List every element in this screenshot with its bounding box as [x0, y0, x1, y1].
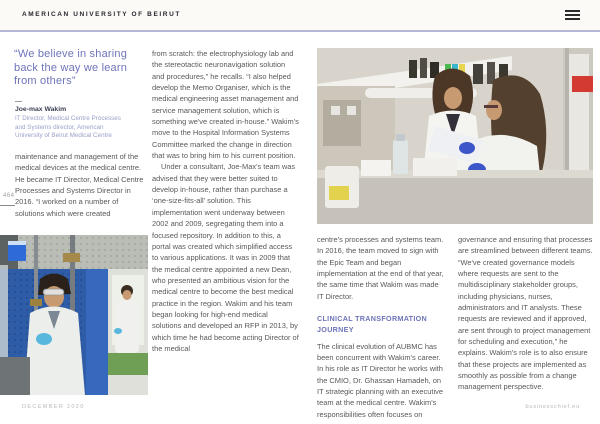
- lab-photo-right-illustration: [317, 48, 593, 224]
- brass-clamp: [63, 253, 80, 262]
- red-box: [572, 76, 593, 92]
- blue-panel: [86, 269, 108, 395]
- brand-title: AMERICAN UNIVERSITY OF BEIRUT: [22, 11, 181, 18]
- hamburger-icon[interactable]: [565, 10, 580, 21]
- page-number: 464: [3, 193, 15, 199]
- hamburger-bar: [565, 10, 580, 12]
- grass-through-window: [108, 353, 148, 375]
- footer-date: DECEMBER 2020: [22, 404, 85, 410]
- role-line: and Systems director, American: [15, 123, 104, 131]
- quote-author: Joe-max Wakim: [15, 106, 67, 113]
- page-number-rule: [0, 205, 15, 206]
- article-column-2: [152, 48, 299, 354]
- role-line: University of Beirut Medical Centre: [15, 132, 112, 140]
- paragraph: The clinical evolution of AUBMC has been concurrent with Wakim's career. In his role as IT Director he works with the CMIO, Dr. Ghassan Hamadeh, on IT strategic planning with an executive team at the medical centre. Wakim's responsibilities often focuses on: [317, 341, 443, 419]
- lab-photo-left: [0, 235, 148, 395]
- article-column-4: governance and ensuring that processes are streamlined between different teams. “We've created governance models where requests are sent to the multidisciplinary stakeholder groups, including physicians, nurses, administrators and IT analysts. These requests are reviewed and if approved, are sent through to project management for scheduling and execution,” he explains. Wakim's role is to also ensure that these projects are implemented as smoothly as possible from a change management perspective.: [458, 235, 593, 392]
- pull-quote: “We believe in sharing back the way we learn from others”: [14, 48, 128, 87]
- footer-site: businesschief.eu: [525, 404, 580, 410]
- role-line: IT Director, Medical Centre Processes: [15, 115, 121, 122]
- lab-photo-right: [317, 48, 593, 224]
- light-blue-glove: [36, 333, 52, 345]
- paragraph: from scratch: the electrophysiology lab and the stereotactic neuronavigation solution and procedures,” he recalls. “I also helped develop the Memo Organiser, which is the medical engineering asset management and service management solution, which is something we've created in-house.” Wakim's move to the Hospital Information Systems Committee marked the change in direction that was to bring him to his current position.: [152, 49, 299, 161]
- header-divider: [0, 30, 600, 32]
- paragraph: centre's processes and systems team. In 2016, the team moved to sign with the Epic Team and began implementation at the end of that year, the same time that Wakim was made IT Director.: [317, 235, 444, 301]
- dark-equipment: [0, 357, 30, 395]
- article-column-1: maintenance and management of the medical devices at the medical centre. He became IT Director, Medical Centre Processes and Systems Director in 2016. “I worked on a number of solutions which were created: [15, 152, 144, 218]
- section-heading: CLINICAL TRANSFORMATION JOURNEY: [317, 314, 428, 335]
- brass-clamp: [30, 299, 42, 306]
- hamburger-bar: [565, 18, 580, 20]
- hamburger-bar: [565, 14, 580, 16]
- article-column-3: [317, 234, 445, 420]
- header-bar: [0, 0, 600, 30]
- blue-glove: [459, 142, 475, 154]
- paragraph: Under a consultant, Joe-Max's team was advised that they were better suited to develop in-house, rather than purchase a ‘one-size-fits-all' solution. This implementation went underway between 2002 and 2009, segregating them into a focused repository. In addition to this, a portal was created which simplified access to various applications. It was in 2009 that the medical centre appointed a new Dean, who presented an ambitious vision for the medical centre to become the best medical practice in the region. Wakim and his team began looking for high-end medical solutions and developed an RFP in 2013, by which time he had become acting Director of the medical: [152, 162, 299, 353]
- attribution-dash: [15, 101, 22, 102]
- lab-photo-left-illustration: [0, 235, 148, 395]
- quote-author-role: [15, 115, 147, 141]
- glass-column: [0, 265, 8, 357]
- beaker-rim: [8, 241, 26, 245]
